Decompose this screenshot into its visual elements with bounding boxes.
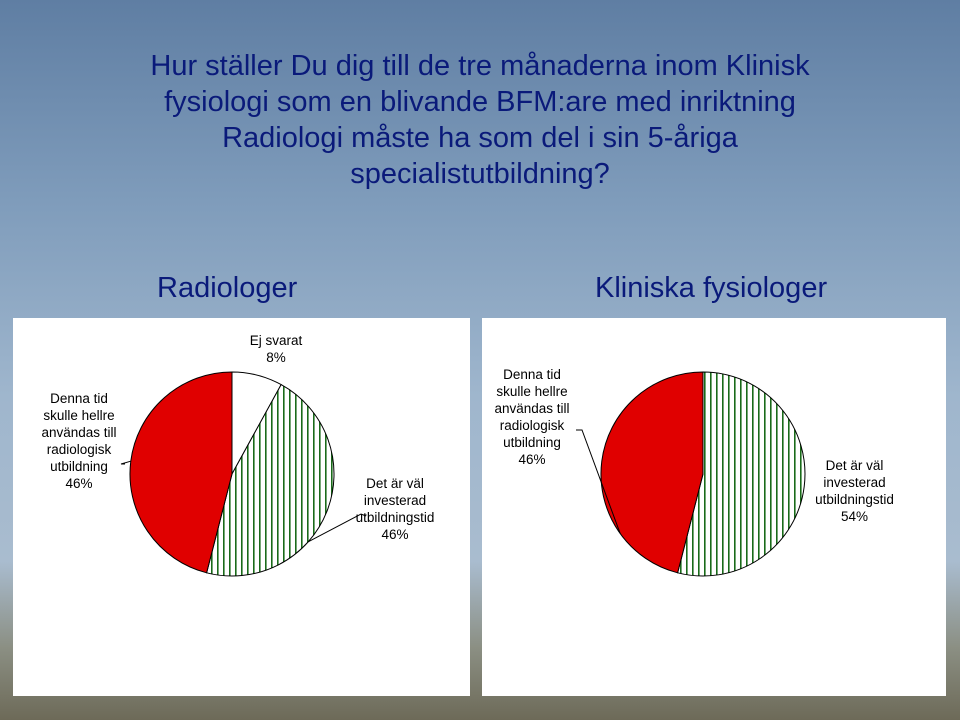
slice-label-denna-tid: Denna tid skulle hellre användas till radiologisk utbildning 46%	[41, 391, 117, 491]
chart-title-radiologer: Radiologer	[157, 272, 298, 304]
title-line: fysiologi som en blivande BFM:are med inriktning	[164, 86, 796, 118]
title-line: Hur ställer Du dig till de tre månaderna inom Klinisk	[150, 50, 810, 82]
chart-panel-kliniska-fysiologer	[482, 318, 946, 696]
slice-label-ej-svarat: Ej svarat 8%	[249, 333, 303, 365]
title-line: Radiologi måste ha som del i sin 5-åriga	[222, 122, 738, 154]
slice-label-investerad: Det är väl investerad utbildningstid 46%	[355, 476, 435, 542]
slide-title	[110, 48, 850, 192]
chart-panel-radiologer	[13, 318, 470, 696]
chart-title-kliniska-fysiologer: Kliniska fysiologer	[595, 272, 828, 304]
slice-label-denna-tid: Denna tid skulle hellre användas till radiologisk utbildning 46%	[494, 367, 570, 467]
slice-label-investerad: Det är väl investerad utbildningstid 54%	[815, 458, 894, 524]
title-line: specialistutbildning?	[350, 158, 610, 190]
